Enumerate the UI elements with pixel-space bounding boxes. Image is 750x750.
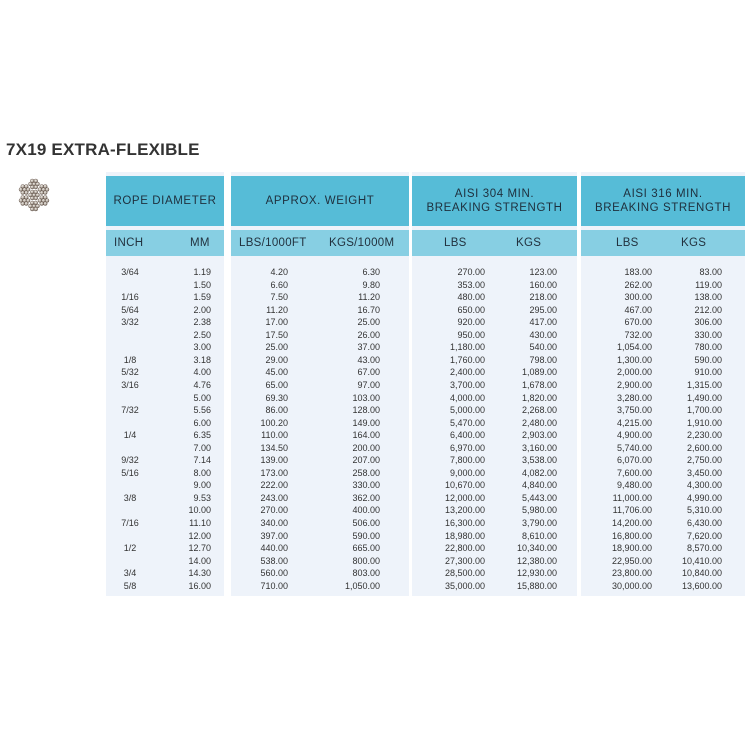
cell-lbs-ft: 270.00 bbox=[260, 505, 288, 516]
cell-s304-kgs: 295.00 bbox=[529, 304, 557, 315]
cell-s304-kgs: 1,678.00 bbox=[521, 379, 557, 390]
cell-s316-kgs: 5,310.00 bbox=[686, 505, 722, 516]
table-row bbox=[0, 316, 750, 328]
cell-lbs-ft: 134.50 bbox=[260, 442, 288, 453]
table-row bbox=[0, 366, 750, 378]
cell-s304-kgs: 1,820.00 bbox=[521, 392, 557, 403]
cell-kgs-m: 800.00 bbox=[352, 555, 380, 566]
cell-s316-lbs: 2,000.00 bbox=[616, 367, 652, 378]
table-row bbox=[0, 580, 750, 592]
cell-s304-kgs: 8,610.00 bbox=[521, 530, 557, 541]
cell-lbs-ft: 173.00 bbox=[260, 467, 288, 478]
cell-s304-lbs: 5,470.00 bbox=[449, 417, 485, 428]
cell-mm: 11.10 bbox=[189, 518, 211, 528]
cell-s316-lbs: 300.00 bbox=[624, 292, 652, 303]
subheader-aisi316 bbox=[581, 230, 745, 256]
cell-kgs-m: 16.70 bbox=[357, 304, 380, 315]
cell-lbs-ft: 65.00 bbox=[265, 379, 288, 390]
header-aisi304 bbox=[412, 176, 577, 226]
cell-s304-kgs: 430.00 bbox=[529, 329, 557, 340]
cell-s304-kgs: 3,790.00 bbox=[521, 518, 557, 528]
cell-s316-kgs: 13,600.00 bbox=[681, 580, 722, 591]
cell-s316-kgs: 10,410.00 bbox=[681, 555, 722, 566]
cell-mm: 5.00 bbox=[193, 392, 211, 403]
cell-s316-lbs: 4,900.00 bbox=[616, 430, 652, 441]
cell-s316-lbs: 1,300.00 bbox=[616, 354, 652, 365]
cell-kgs-m: 97.00 bbox=[357, 379, 380, 390]
cell-mm: 7.00 bbox=[193, 442, 211, 453]
table-row bbox=[0, 329, 750, 341]
cell-s304-kgs: 5,980.00 bbox=[521, 505, 557, 516]
cell-inch: 1/16 bbox=[121, 292, 139, 303]
cell-s316-kgs: 1,700.00 bbox=[686, 405, 722, 416]
table-row bbox=[0, 404, 750, 416]
cell-s316-kgs: 306.00 bbox=[694, 317, 722, 328]
table-row bbox=[0, 479, 750, 491]
cell-inch: 1/4 bbox=[123, 430, 137, 441]
cell-s304-lbs: 1,760.00 bbox=[449, 354, 485, 365]
cell-inch: 1/2 bbox=[123, 543, 137, 554]
table-row bbox=[0, 530, 750, 542]
cell-inch: 3/16 bbox=[121, 379, 139, 390]
cell-s316-kgs: 2,600.00 bbox=[686, 442, 722, 453]
table-row bbox=[0, 417, 750, 429]
subheader-aisi316-kgs: KGS bbox=[681, 237, 707, 249]
cell-s316-lbs: 30,000.00 bbox=[611, 580, 652, 591]
cell-mm: 4.76 bbox=[193, 379, 211, 390]
cell-s304-lbs: 27,300.00 bbox=[444, 555, 485, 566]
cell-s304-kgs: 15,880.00 bbox=[516, 580, 557, 591]
table-row bbox=[0, 542, 750, 554]
cell-kgs-m: 665.00 bbox=[352, 543, 380, 554]
cell-mm: 16.00 bbox=[188, 580, 211, 591]
cell-s304-kgs: 2,903.00 bbox=[521, 430, 557, 441]
cell-lbs-ft: 17.00 bbox=[265, 317, 288, 328]
cell-inch: 3/8 bbox=[123, 492, 137, 503]
cell-mm: 3.18 bbox=[193, 354, 211, 365]
cell-kgs-m: 43.00 bbox=[357, 354, 380, 365]
cell-s304-kgs: 3,538.00 bbox=[521, 455, 557, 466]
cell-kgs-m: 258.00 bbox=[352, 467, 380, 478]
cell-s304-kgs: 160.00 bbox=[529, 279, 557, 290]
cell-kgs-m: 67.00 bbox=[357, 367, 380, 378]
cell-s304-lbs: 18,980.00 bbox=[444, 530, 485, 541]
cell-mm: 8.00 bbox=[193, 467, 211, 478]
cell-s304-lbs: 22,800.00 bbox=[444, 543, 485, 554]
table-row bbox=[0, 291, 750, 303]
cell-mm: 14.00 bbox=[188, 555, 211, 566]
cell-s304-lbs: 3,700.00 bbox=[449, 379, 485, 390]
cell-lbs-ft: 11.20 bbox=[266, 304, 288, 315]
cell-kgs-m: 200.00 bbox=[352, 442, 380, 453]
table-row bbox=[0, 266, 750, 278]
cell-s316-kgs: 2,230.00 bbox=[686, 430, 722, 441]
cell-s316-lbs: 6,070.00 bbox=[616, 455, 652, 466]
cell-s316-lbs: 7,600.00 bbox=[616, 467, 652, 478]
cell-s304-lbs: 2,400.00 bbox=[449, 367, 485, 378]
cell-mm: 2.50 bbox=[193, 329, 211, 340]
cell-mm: 4.00 bbox=[193, 367, 211, 378]
cell-mm: 1.50 bbox=[193, 279, 211, 290]
cell-s304-lbs: 12,000.00 bbox=[444, 492, 485, 503]
cell-kgs-m: 362.00 bbox=[352, 492, 380, 503]
subheader-inch: INCH bbox=[114, 237, 144, 249]
cell-kgs-m: 803.00 bbox=[352, 568, 380, 579]
cell-s316-kgs: 212.00 bbox=[694, 304, 722, 315]
cell-s316-lbs: 4,215.00 bbox=[616, 417, 652, 428]
cell-s304-kgs: 798.00 bbox=[529, 354, 557, 365]
wire-rope-cross-section-icon bbox=[9, 176, 59, 214]
cell-kgs-m: 128.00 bbox=[352, 405, 380, 416]
subheader-aisi304-kgs: KGS bbox=[516, 237, 542, 249]
cell-s316-lbs: 1,054.00 bbox=[616, 342, 652, 353]
cell-s304-lbs: 650.00 bbox=[457, 304, 485, 315]
cell-inch: 5/32 bbox=[121, 367, 139, 378]
table-row bbox=[0, 304, 750, 316]
table-row bbox=[0, 279, 750, 291]
cell-kgs-m: 103.00 bbox=[352, 392, 380, 403]
cell-s316-lbs: 2,900.00 bbox=[616, 379, 652, 390]
header-rope-diameter-label: ROPE DIAMETER bbox=[113, 195, 217, 207]
cell-lbs-ft: 29.00 bbox=[265, 354, 288, 365]
cell-s316-lbs: 262.00 bbox=[624, 279, 652, 290]
cell-kgs-m: 37.00 bbox=[357, 342, 380, 353]
header-aisi316-line2: BREAKING STRENGTH bbox=[594, 202, 732, 214]
cell-s316-lbs: 14,200.00 bbox=[611, 518, 652, 528]
cell-mm: 9.53 bbox=[193, 492, 211, 503]
cell-lbs-ft: 25.00 bbox=[265, 342, 288, 353]
subheader-aisi316-lbs: LBS bbox=[616, 237, 639, 249]
cell-lbs-ft: 538.00 bbox=[260, 555, 288, 566]
cell-s316-kgs: 4,990.00 bbox=[686, 492, 722, 503]
cell-lbs-ft: 100.20 bbox=[260, 417, 288, 428]
cell-inch: 3/64 bbox=[121, 267, 139, 277]
cell-s304-kgs: 2,480.00 bbox=[521, 417, 557, 428]
header-approx-weight-label: APPROX. WEIGHT bbox=[265, 195, 375, 207]
cell-lbs-ft: 560.00 bbox=[260, 568, 288, 579]
cell-mm: 6.35 bbox=[193, 430, 211, 441]
cell-s316-kgs: 10,840.00 bbox=[681, 568, 722, 579]
cell-s304-lbs: 9,000.00 bbox=[449, 467, 485, 478]
cell-s304-kgs: 12,380.00 bbox=[516, 555, 557, 566]
cell-s304-kgs: 1,089.00 bbox=[521, 367, 557, 378]
cell-s316-lbs: 9,480.00 bbox=[616, 480, 652, 491]
cell-s304-kgs: 218.00 bbox=[529, 292, 557, 303]
cell-kgs-m: 590.00 bbox=[352, 530, 380, 541]
table-row bbox=[0, 454, 750, 466]
cell-lbs-ft: 4.20 bbox=[270, 267, 288, 277]
cell-s304-kgs: 417.00 bbox=[529, 317, 557, 328]
cell-inch: 3/4 bbox=[123, 568, 137, 579]
cell-kgs-m: 207.00 bbox=[352, 455, 380, 466]
cell-s316-lbs: 3,280.00 bbox=[616, 392, 652, 403]
cell-lbs-ft: 110.00 bbox=[261, 430, 288, 441]
cell-mm: 12.70 bbox=[188, 543, 211, 554]
cell-inch: 7/32 bbox=[121, 405, 139, 416]
page-title: 7X19 EXTRA-FLEXIBLE bbox=[6, 140, 200, 159]
cell-lbs-ft: 45.00 bbox=[265, 367, 288, 378]
cell-mm: 7.14 bbox=[193, 455, 211, 466]
table-row bbox=[0, 555, 750, 567]
cell-s316-lbs: 183.00 bbox=[624, 267, 652, 277]
cell-s316-kgs: 3,450.00 bbox=[686, 467, 722, 478]
cell-mm: 6.00 bbox=[193, 417, 211, 428]
cell-s304-kgs: 2,268.00 bbox=[521, 405, 557, 416]
cell-kgs-m: 25.00 bbox=[357, 317, 380, 328]
cell-lbs-ft: 710.00 bbox=[260, 580, 288, 591]
cell-lbs-ft: 340.00 bbox=[260, 518, 288, 528]
cell-mm: 1.19 bbox=[193, 267, 211, 277]
cell-s304-lbs: 4,000.00 bbox=[449, 392, 485, 403]
cell-lbs-ft: 86.00 bbox=[265, 405, 288, 416]
cell-s316-kgs: 138.00 bbox=[694, 292, 722, 303]
cell-s316-lbs: 11,000.00 bbox=[612, 492, 652, 503]
cell-s304-kgs: 4,840.00 bbox=[521, 480, 557, 491]
cell-s316-kgs: 780.00 bbox=[694, 342, 722, 353]
cell-inch: 9/32 bbox=[121, 455, 139, 466]
table-row bbox=[0, 442, 750, 454]
cell-mm: 1.59 bbox=[193, 292, 211, 303]
cell-lbs-ft: 222.00 bbox=[260, 480, 288, 491]
cell-mm: 2.00 bbox=[193, 304, 211, 315]
cell-s316-kgs: 910.00 bbox=[694, 367, 722, 378]
cell-s304-lbs: 35,000.00 bbox=[444, 580, 485, 591]
cell-s316-kgs: 83.00 bbox=[699, 267, 722, 277]
cell-lbs-ft: 6.60 bbox=[270, 279, 288, 290]
cell-s316-lbs: 732.00 bbox=[624, 329, 652, 340]
subheader-approx-weight bbox=[231, 230, 409, 256]
cell-inch: 3/32 bbox=[121, 317, 139, 328]
cell-s304-lbs: 270.00 bbox=[457, 267, 485, 277]
cell-kgs-m: 164.00 bbox=[352, 430, 380, 441]
cell-kgs-m: 26.00 bbox=[357, 329, 380, 340]
cell-s316-kgs: 330.00 bbox=[694, 329, 722, 340]
cell-s316-lbs: 16,800.00 bbox=[611, 530, 652, 541]
cell-s304-lbs: 6,970.00 bbox=[449, 442, 485, 453]
cell-kgs-m: 506.00 bbox=[352, 518, 380, 528]
table-row bbox=[0, 504, 750, 516]
cell-inch: 7/16 bbox=[121, 518, 139, 528]
cell-s316-lbs: 18,900.00 bbox=[611, 543, 652, 554]
cell-mm: 14.30 bbox=[188, 568, 211, 579]
cell-s304-kgs: 10,340.00 bbox=[516, 543, 557, 554]
cell-mm: 9.00 bbox=[193, 480, 211, 491]
cell-s316-lbs: 11,706.00 bbox=[612, 505, 652, 516]
header-aisi304-line2: BREAKING STRENGTH bbox=[426, 202, 563, 214]
cell-s304-lbs: 13,200.00 bbox=[444, 505, 485, 516]
header-aisi316 bbox=[581, 176, 745, 226]
cell-s316-kgs: 1,315.00 bbox=[686, 379, 722, 390]
cell-mm: 2.38 bbox=[193, 317, 211, 328]
cell-s304-lbs: 6,400.00 bbox=[449, 430, 485, 441]
cell-s304-lbs: 7,800.00 bbox=[449, 455, 485, 466]
cell-lbs-ft: 243.00 bbox=[260, 492, 288, 503]
cell-lbs-ft: 17.50 bbox=[265, 329, 288, 340]
cell-s316-kgs: 1,910.00 bbox=[686, 417, 722, 428]
cell-s304-kgs: 12,930.00 bbox=[516, 568, 557, 579]
cell-kgs-m: 11.20 bbox=[358, 292, 380, 303]
cell-s304-lbs: 480.00 bbox=[457, 292, 485, 303]
cell-s304-lbs: 5,000.00 bbox=[449, 405, 485, 416]
cell-s304-lbs: 16,300.00 bbox=[444, 518, 485, 528]
cell-s316-lbs: 467.00 bbox=[624, 304, 652, 315]
cell-s304-kgs: 5,443.00 bbox=[521, 492, 557, 503]
cell-s316-kgs: 119.00 bbox=[695, 279, 722, 290]
cell-s316-kgs: 590.00 bbox=[694, 354, 722, 365]
cell-inch: 5/16 bbox=[121, 467, 139, 478]
cell-inch: 5/8 bbox=[123, 580, 137, 591]
cell-mm: 5.56 bbox=[193, 405, 211, 416]
table-row bbox=[0, 492, 750, 504]
cell-s316-kgs: 1,490.00 bbox=[686, 392, 722, 403]
cell-lbs-ft: 440.00 bbox=[260, 543, 288, 554]
cell-inch: 1/8 bbox=[123, 354, 137, 365]
cell-lbs-ft: 7.50 bbox=[270, 292, 288, 303]
header-aisi316-line1: AISI 316 MIN. bbox=[623, 188, 703, 200]
subheader-mm: MM bbox=[190, 237, 210, 249]
cell-kgs-m: 6.30 bbox=[362, 267, 380, 277]
table-row bbox=[0, 429, 750, 441]
cell-lbs-ft: 139.00 bbox=[260, 455, 288, 466]
header-rope-diameter bbox=[106, 176, 224, 226]
cell-s316-lbs: 670.00 bbox=[624, 317, 652, 328]
header-approx-weight bbox=[231, 176, 409, 226]
table-row bbox=[0, 354, 750, 366]
cell-kgs-m: 400.00 bbox=[352, 505, 380, 516]
table-row bbox=[0, 392, 750, 404]
table-row bbox=[0, 379, 750, 391]
cell-s316-lbs: 22,950.00 bbox=[611, 555, 652, 566]
cell-s316-kgs: 6,430.00 bbox=[686, 518, 722, 528]
cell-kgs-m: 1,050.00 bbox=[344, 580, 380, 591]
cell-s304-lbs: 10,670.00 bbox=[444, 480, 485, 491]
table-row bbox=[0, 517, 750, 529]
cell-s316-kgs: 2,750.00 bbox=[686, 455, 722, 466]
cell-kgs-m: 149.00 bbox=[352, 417, 380, 428]
cell-s304-kgs: 4,082.00 bbox=[521, 467, 557, 478]
cell-mm: 10.00 bbox=[188, 505, 211, 516]
cell-s316-kgs: 4,300.00 bbox=[686, 480, 722, 491]
cell-s304-lbs: 28,500.00 bbox=[444, 568, 485, 579]
cell-s304-lbs: 920.00 bbox=[457, 317, 485, 328]
cell-kgs-m: 9.80 bbox=[362, 279, 380, 290]
cell-s316-lbs: 5,740.00 bbox=[616, 442, 652, 453]
cell-s304-lbs: 1,180.00 bbox=[449, 342, 485, 353]
cell-lbs-ft: 69.30 bbox=[265, 392, 288, 403]
cell-s316-kgs: 7,620.00 bbox=[686, 530, 722, 541]
cell-s304-kgs: 123.00 bbox=[529, 267, 557, 277]
subheader-rope-diameter bbox=[106, 230, 224, 256]
subheader-lbs-per-1000ft: LBS/1000FT bbox=[239, 237, 307, 249]
cell-s304-lbs: 353.00 bbox=[457, 279, 485, 290]
cell-inch: 5/64 bbox=[121, 304, 139, 315]
subheader-kgs-per-1000m: KGS/1000M bbox=[329, 237, 395, 249]
cell-mm: 3.00 bbox=[193, 342, 211, 353]
cell-lbs-ft: 397.00 bbox=[260, 530, 288, 541]
header-aisi304-line1: AISI 304 MIN. bbox=[454, 188, 535, 200]
cell-s304-lbs: 950.00 bbox=[457, 329, 485, 340]
cell-mm: 12.00 bbox=[188, 530, 211, 541]
subheader-aisi304-lbs: LBS bbox=[444, 237, 467, 249]
table-row bbox=[0, 567, 750, 579]
cell-s316-lbs: 3,750.00 bbox=[616, 405, 652, 416]
cell-s316-kgs: 8,570.00 bbox=[686, 543, 722, 554]
cell-kgs-m: 330.00 bbox=[352, 480, 380, 491]
subheader-aisi304 bbox=[412, 230, 577, 256]
table-row bbox=[0, 341, 750, 353]
cell-s316-lbs: 23,800.00 bbox=[611, 568, 652, 579]
cell-s304-kgs: 540.00 bbox=[529, 342, 557, 353]
table-row bbox=[0, 467, 750, 479]
cell-s304-kgs: 3,160.00 bbox=[521, 442, 557, 453]
